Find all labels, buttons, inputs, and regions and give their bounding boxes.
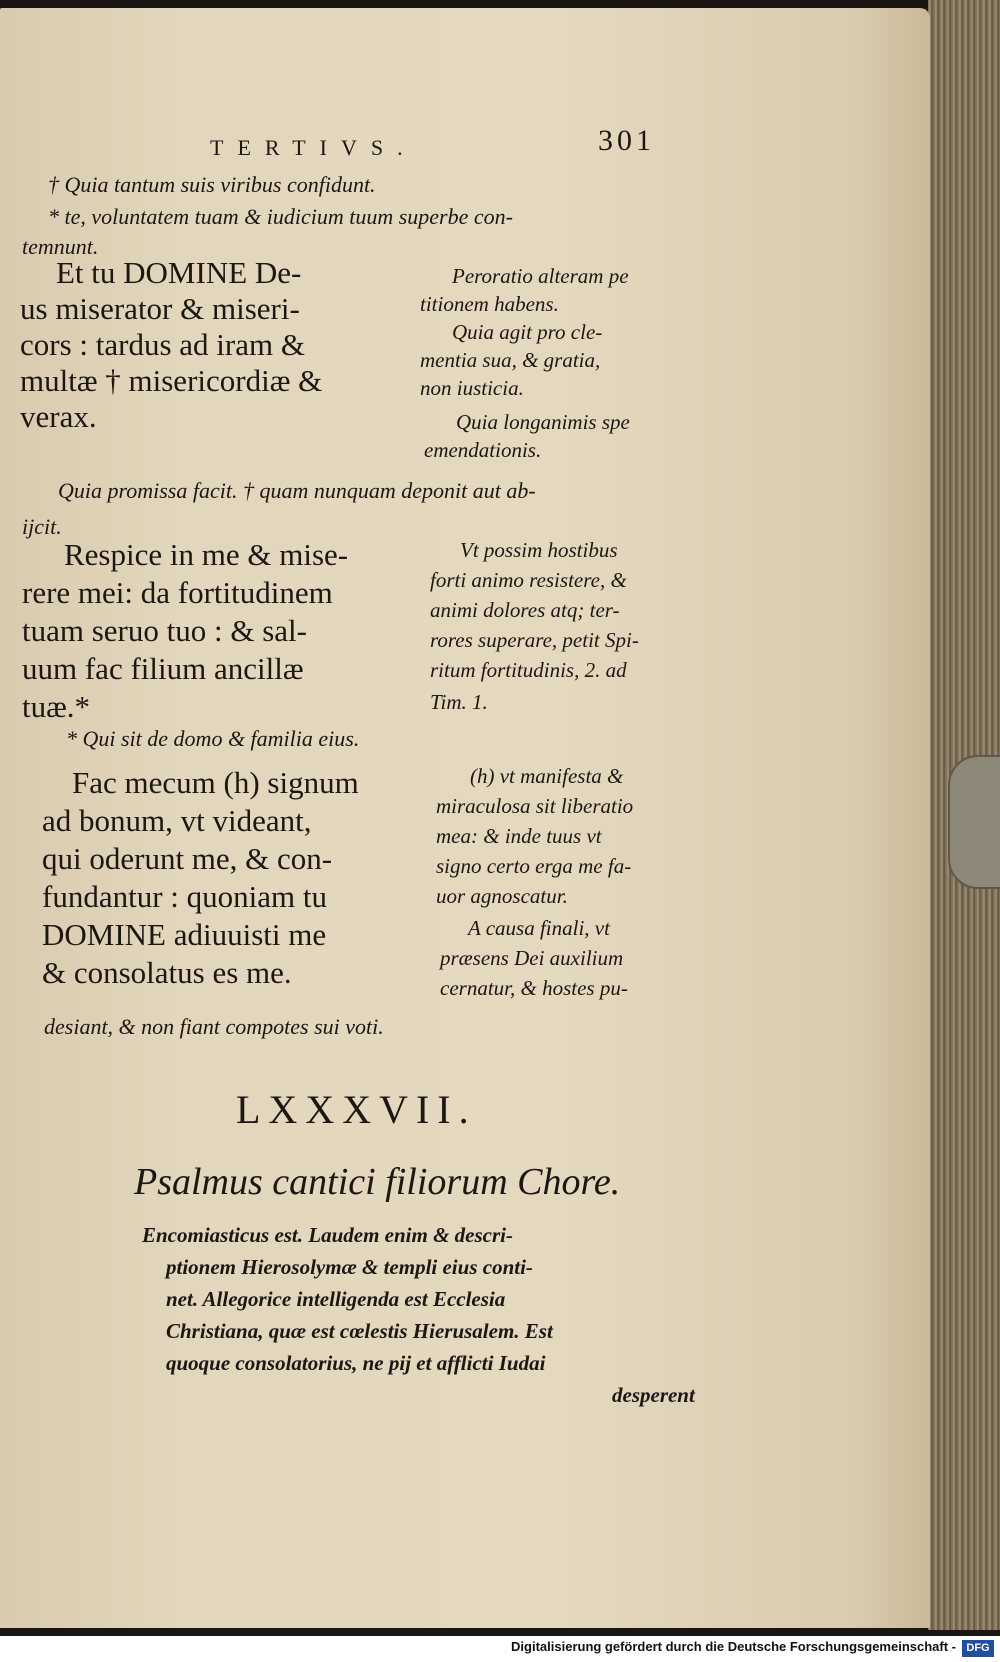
verse-line: Fac mecum (h) signum — [72, 765, 359, 800]
verse-line: DOMINE adiuuisti me — [42, 917, 327, 952]
argument-line: quoque consolatorius, ne pij et afflicti Iudai — [166, 1351, 546, 1375]
marginal-gloss: (h) vt manifesta & — [470, 764, 624, 788]
verse-line: qui oderunt me, & con- — [42, 841, 333, 876]
running-title: TERTIVS. — [210, 135, 417, 160]
verse-line: fundantur : quoniam tu — [42, 879, 327, 914]
marginal-gloss: mentia sua, & gratia, — [420, 348, 601, 372]
marginal-gloss: non iusticia. — [420, 376, 524, 400]
psalm-title: Psalmus cantici filiorum Chore. — [134, 1161, 621, 1203]
footer-bar — [0, 1636, 1000, 1662]
funding-credit: Digitalisierung gefördert durch die Deutsche Forschungsgemeinschaft - — [511, 1639, 956, 1654]
marginal-gloss: titionem habens. — [420, 292, 559, 316]
argument-line: ptionem Hierosolymæ & templi eius conti- — [166, 1255, 533, 1279]
marginal-gloss: forti animo resistere, & — [430, 568, 627, 592]
argument-line: net. Allegorice intelligenda est Ecclesia — [166, 1287, 506, 1311]
marginal-gloss: animi dolores atq; ter- — [430, 598, 620, 622]
page-number: 301 — [598, 124, 655, 157]
marginal-gloss: A causa finali, vt — [468, 916, 610, 940]
note-line: * Qui sit de domo & familia eius. — [66, 726, 360, 751]
verse-line: tuæ.* — [22, 689, 91, 724]
note-line: ijcit. — [22, 514, 62, 539]
book-clasp — [948, 755, 1000, 889]
dfg-logo: DFG — [962, 1640, 994, 1657]
note-line: temnunt. — [22, 234, 99, 259]
marginal-gloss: cernatur, & hostes pu- — [440, 976, 628, 1000]
note-line: Quia promissa facit. † quam nunquam deponit aut ab- — [58, 478, 536, 503]
marginal-gloss: miraculosa sit liberatio — [436, 794, 634, 818]
verse-line: uum fac filium ancillæ — [22, 651, 304, 686]
marginal-gloss: Quia longanimis spe — [456, 410, 630, 434]
marginal-gloss: emendationis. — [424, 438, 542, 462]
argument-line: Encomiasticus est. Laudem enim & descri- — [142, 1223, 513, 1247]
verse-line: tuam seruo tuo : & sal- — [22, 613, 307, 648]
verse-line: & consolatus es me. — [42, 955, 292, 990]
catchword: desperent — [612, 1383, 695, 1407]
argument-line: Christiana, quæ est cœlestis Hierusalem. Est — [166, 1319, 553, 1343]
verse-line: us miserator & miseri- — [20, 291, 300, 326]
marginal-gloss: rores superare, petit Spi- — [430, 628, 639, 652]
verse-line: ad bonum, vt videant, — [42, 803, 312, 838]
note-line: † Quia tantum suis viribus confidunt. — [48, 172, 376, 197]
verse-line: rere mei: da fortitudinem — [22, 575, 333, 610]
marginal-gloss: Tim. 1. — [430, 690, 488, 714]
marginal-gloss: Vt possim hostibus — [460, 538, 618, 562]
marginal-gloss: præsens Dei auxilium — [440, 946, 624, 970]
verse-line: Respice in me & mise- — [64, 537, 349, 572]
verse-line: Et tu DOMINE De- — [56, 255, 302, 290]
verse-line: multæ † misericordiæ & — [20, 363, 323, 398]
verse-line: cors : tardus ad iram & — [20, 327, 305, 362]
marginal-gloss: Quia agit pro cle- — [452, 320, 603, 344]
marginal-gloss: uor agnoscatur. — [436, 884, 568, 908]
verse-line: verax. — [20, 399, 97, 434]
marginal-gloss: ritum fortitudinis, 2. ad — [430, 658, 627, 682]
note-line: desiant, & non fiant compotes sui voti. — [44, 1014, 384, 1039]
marginal-gloss: signo certo erga me fa- — [436, 854, 632, 878]
psalm-number: LXXXVII. — [236, 1087, 477, 1132]
marginal-gloss: mea: & inde tuus vt — [436, 824, 602, 848]
marginal-gloss: Peroratio alteram pe — [452, 264, 629, 288]
note-line: * te, voluntatem tuam & iudicium tuum superbe con- — [48, 204, 513, 229]
